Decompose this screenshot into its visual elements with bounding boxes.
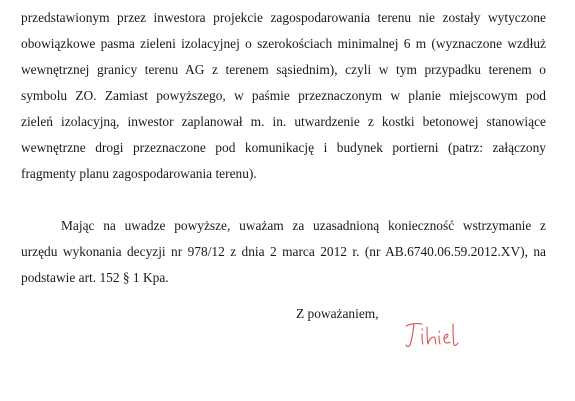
paragraph-1-line: zieleń izolacyjną, inwestor zaplanował m. in. utwardzenie z kostki betonowej stanowiące	[21, 114, 546, 129]
handwritten-signature	[400, 312, 462, 352]
paragraph-1-line: wewnętrznej granicy terenu AG z terenem sąsiednim), czyli w tym przypadku terenem o	[21, 62, 546, 77]
paragraph-1-line: fragmenty planu zagospodarowania terenu).	[21, 166, 257, 181]
paragraph-2-line: podstawie art. 152 § 1 Kpa.	[21, 270, 169, 285]
paragraph-1-line: przedstawionym przez inwestora projekcie zagospodarowania terenu nie zostały wytyczone	[21, 10, 546, 25]
paragraph-1-line: obowiązkowe pasma zieleni izolacyjnej o szerokościach minimalnej 6 m (wyznaczone wzdłuż	[21, 36, 546, 51]
paragraph-2-line: Mając na uwadze powyższe, uważam za uzasadnioną konieczność wstrzymanie z	[61, 218, 546, 233]
paragraph-2-line: urzędu wykonania decyzji nr 978/12 z dnia 2 marca 2012 r. (nr AB.6740.06.59.2012.XV), na	[21, 244, 546, 259]
closing-salutation: Z poważaniem,	[296, 306, 379, 321]
paragraph-1-line: wewnętrzne drogi przeznaczone pod komunikację i budynek portierni (patrz: załączony	[21, 140, 546, 155]
paragraph-1-line: symbolu ZO. Zamiast powyższego, w paśmie przeznaczonym w planie miejscowym pod	[21, 88, 546, 103]
